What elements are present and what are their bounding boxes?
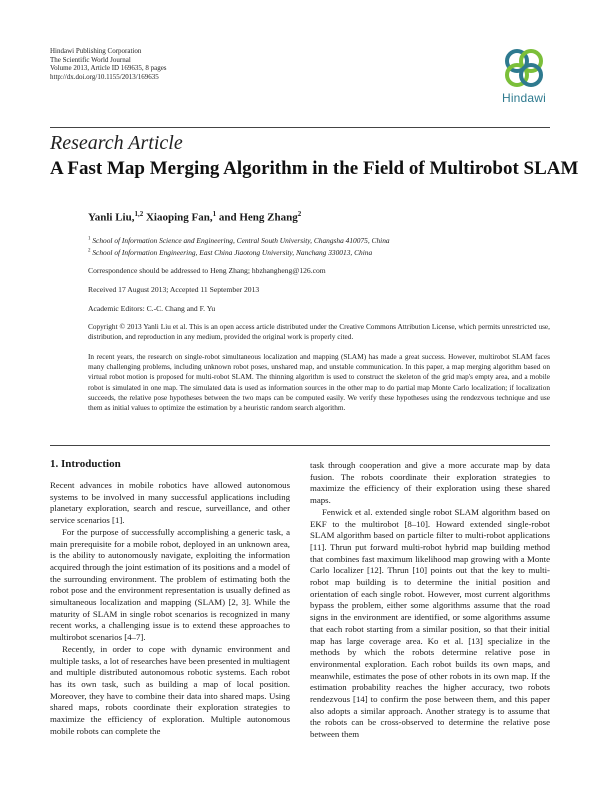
right-column xyxy=(310,460,550,741)
author-affil-mark: 1,2 xyxy=(134,210,144,218)
affiliation-text: School of Information Engineering, East China Jiaotong University, Nanchang 330013, China xyxy=(92,248,373,257)
author-list xyxy=(88,210,301,224)
abstract-divider xyxy=(50,445,550,446)
affiliation-mark: 1 xyxy=(88,236,91,242)
logo-text: Hindawi xyxy=(501,91,547,105)
author-name: and Heng Zhang xyxy=(218,211,298,224)
correspondence: Correspondence should be addressed to Heng Zhang; hbzhangheng@126.com xyxy=(88,266,326,275)
abstract: In recent years, the research on single-robot simultaneous localization and mapping (SLAM) has made a great success. However, multirobot SLAM faces many challenging problems, including unknown robot poses, unshared map, and unstable communication. In this paper, a map merging algorithm based on virtual robot motion is proposed for multi-robot SLAM. The thinning algorithm is used to construct the skeleton of the grid map's empty area, and a mobile robot is simulated in one map. The simulated data is used as information sources in the other map to do partial map Monte Carlo localization; if localization succeeds, the relative pose hypotheses between the two maps can be computed easily. We verify these hypotheses using the rendezvous technique and use them as initial values to optimize the estimation by a heuristic random search algorithm. xyxy=(88,352,550,413)
author-affil-mark: 2 xyxy=(297,210,302,218)
paper-title: A Fast Map Merging Algorithm in the Field of Multirobot SLAM xyxy=(50,158,579,179)
journal-line: The Scientific World Journal xyxy=(50,55,131,64)
hindawi-interlocked-rings-icon xyxy=(502,46,546,90)
affiliation-1 xyxy=(88,236,390,245)
paragraph: Recently, in order to cope with dynamic environment and multiple tasks, a lot of researches have been presented in multiagent and multiple distributed autonomous robotic systems. Each robot has its own task, such as building a map of local position. Moreover, they have to combine their data into shared maps. Using shared maps, robots coordinate their exploration strategies to maximize the efficiency of exploration. Multiple autonomous mobile robots can complete the xyxy=(50,643,290,736)
affiliation-mark: 2 xyxy=(88,248,91,254)
paragraph: Fenwick et al. extended single robot SLAM algorithm based on EKF to the multirobot [8–10]. Howard extended single-robot SLAM algorithm based on particle filter to multi-robot applications [11]. Thrun put forward multi-robot hybrid map building method that combines fast maximum likelihood map growing with a Monte Carlo localizer [12]. Thrun [10] points out that the key to multi-robot map building is to determine the initial position and orientation of each single robot. However, most current algorithms bypass the problem, either some algorithms assume that the road signs in the environment are identified, or some algorithms assume that each robot starting from a similar position, so that their initial map has large coverage area. Ko et al. [13] specialize in the methods by which the robots determine relative pose in environmental exploration. Each robot builds its own maps, and meanwhile, estimates the pose of other robots in its own map. If the estimation probability reaches the higher accuracy, two robots rendezvous [14] to confirm the pose between them, and this paper also adopts a similar approach. Another strategy is to assume that the robots can be cross-observed to determine the relative pose between them xyxy=(310,506,550,740)
publisher-line: Hindawi Publishing Corporation xyxy=(50,47,142,55)
volume-line: Volume 2013, Article ID 169635, 8 pages xyxy=(50,64,167,73)
affiliation-text: School of Information Science and Engineering, Central South University, Changsha 410075, China xyxy=(92,236,390,245)
header-divider xyxy=(50,127,550,128)
copyright-notice: Copyright © 2013 Yanli Liu et al. This is an open access article distributed under the Creative Commons Attribution License, which permits unrestricted use, distribution, and reproduction in any medium, provided the original work is properly cited. xyxy=(88,322,550,342)
received-accepted-dates: Received 17 August 2013; Accepted 11 September 2013 xyxy=(88,285,260,294)
paragraph: Recent advances in mobile robotics have allowed autonomous systems to be involved in many successful applications including planetary exploration, search and rescue, surveillance, and other service scenarios [1]. xyxy=(50,480,290,526)
author-name: Xiaoping Fan, xyxy=(145,211,213,224)
author-affil-mark: 1 xyxy=(212,210,217,218)
author-name: Yanli Liu, xyxy=(88,211,135,224)
hindawi-logo xyxy=(492,46,556,108)
journal-header xyxy=(50,47,167,81)
paragraph: task through cooperation and give a more accurate map by data fusion. The robots coordinate their exploration strategies to maximize the efficiency of their exploration using these shared maps. xyxy=(310,460,550,506)
section-heading: 1. Introduction xyxy=(50,458,121,470)
article-type: Research Article xyxy=(50,132,183,154)
left-column xyxy=(50,480,290,737)
paragraph: For the purpose of successfully accomplishing a generic task, a main prerequisite for a mobile robot, deployed in an unknown area, is the ability to autonomously navigate, exploiting the information acquired through the joint estimation of its positions and a model of the surrounding environment. The problem of estimating both the robot pose and the environment representation is usually defined as simultaneous localization and mapping (SLAM) [2, 3]. While the maturity of SLAM in single robot scenarios is recognized in many recent works, a challenging issue is to extend these approaches to multirobot scenarios [4–7]. xyxy=(50,526,290,643)
academic-editors: Academic Editors: C.-C. Chang and F. Yu xyxy=(88,304,216,313)
doi-link[interactable]: http://dx.doi.org/10.1155/2013/169635 xyxy=(50,72,159,81)
affiliation-2 xyxy=(88,248,372,257)
